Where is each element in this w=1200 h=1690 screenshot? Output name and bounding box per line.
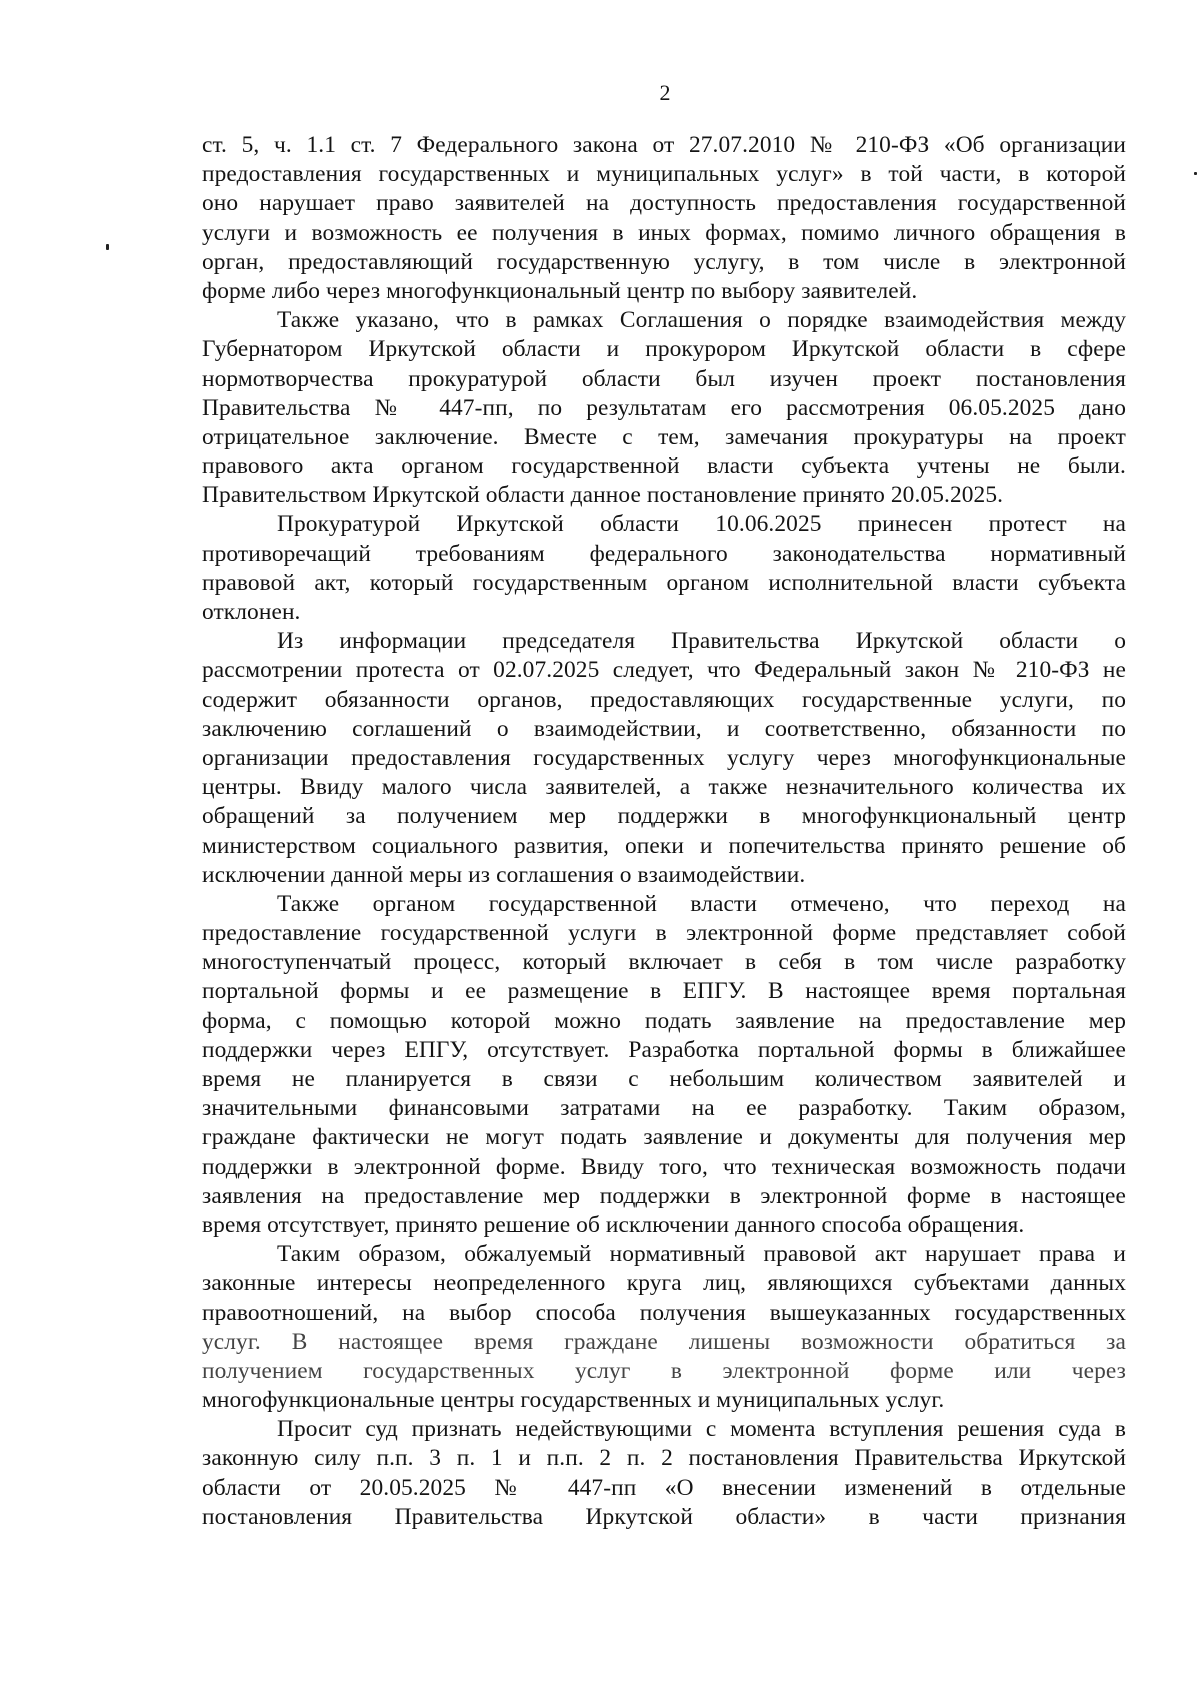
text-line: Правительством Иркутской области данное постановление принято 20.05.2025.: [202, 482, 1004, 509]
text-line: законные интересы неопределенного круга лиц, являющихся субъектами данных: [202, 1270, 1126, 1297]
text-line: оно нарушает право заявителей на доступность предоставления государственной: [202, 190, 1126, 217]
text-line: нормотворчества прокуратурой области был изучен проект постановления: [202, 365, 1126, 392]
text-line: заключению соглашений о взаимодействии, и соответственно, обязанности по: [202, 715, 1126, 742]
page-number: 2: [659, 80, 671, 105]
text-line: портальной формы и ее размещение в ЕПГУ. В настоящее время портальная: [202, 978, 1126, 1005]
text-line: Просит суд признать недействующими с момента вступления решения суда в: [277, 1416, 1126, 1443]
text-line: законную силу п.п. 3 п. 1 и п.п. 2 п. 2 постановления Правительства Иркутской: [202, 1445, 1126, 1472]
text-line: предоставления государственных и муниципальных услуг» в той части, в которой: [202, 161, 1126, 188]
text-line: услуги и возможность ее получения в иных формах, помимо личного обращения в: [202, 219, 1126, 246]
text-line: обращений за получением мер поддержки в многофункциональный центр: [202, 803, 1126, 830]
text-line: отрицательное заключение. Вместе с тем, замечания прокуратуры на проект: [202, 423, 1126, 450]
text-line: правового акта органом государственной власти субъекта учтены не были.: [202, 453, 1126, 480]
text-line: ст. 5, ч. 1.1 ст. 7 Федерального закона от 27.07.2010 № 210-ФЗ «Об организации: [202, 132, 1126, 158]
text-line: рассмотрении протеста от 02.07.2025 следует, что Федеральный закон № 210-ФЗ не: [202, 657, 1126, 684]
text-line: содержит обязанности органов, предоставляющих государственные услуги, по: [202, 686, 1126, 713]
text-line: правовой акт, который государственным органом исполнительной власти субъекта: [202, 569, 1126, 596]
text-line: граждане фактически не могут подать заявление и документы для получения мер: [202, 1124, 1126, 1151]
text-line: орган, предоставляющий государственную услугу, в том числе в электронной: [202, 248, 1126, 275]
text-line: Таким образом, обжалуемый нормативный правовой акт нарушает права и: [277, 1241, 1126, 1268]
text-line: время не планируется в связи с небольшим количеством заявителей и: [202, 1066, 1126, 1092]
document-body: [202, 131, 1126, 1532]
text-line: форма, с помощью которой можно подать заявление на предоставление мер: [202, 1007, 1126, 1034]
text-line: услуг. В настоящее время граждане лишены возможности обратиться за: [202, 1328, 1126, 1355]
text-line: Губернатором Иркутской области и прокурором Иркутской области в сфере: [202, 336, 1126, 363]
text-line: многоступенчатый процесс, который включает в себя в том числе разработку: [202, 949, 1126, 976]
text-line: постановления Правительства Иркутской области» в части признания: [202, 1503, 1126, 1530]
text-line: время отсутствует, принято решение об исключении данного способа обращения.: [202, 1211, 1025, 1238]
text-line: Прокуратурой Иркутской области 10.06.2025 принесен протест на: [277, 511, 1126, 538]
text-line: Правительства № 447-пп, по результатам его рассмотрения 06.05.2025 дано: [202, 394, 1126, 421]
scan-speck-right: [1194, 172, 1197, 175]
text-line: поддержки через ЕПГУ, отсутствует. Разработка портальной формы в ближайшее: [202, 1036, 1126, 1063]
text-line: отклонен.: [202, 599, 301, 625]
text-line: области от 20.05.2025 № 447-пп «О внесении изменений в отдельные: [202, 1474, 1126, 1501]
text-line: Также указано, что в рамках Соглашения о порядке взаимодействия между: [277, 307, 1126, 334]
text-line: противоречащий требованиям федерального законодательства нормативный: [202, 540, 1126, 567]
text-line: получением государственных услуг в электронной форме или через: [202, 1357, 1126, 1384]
text-line: предоставление государственной услуги в электронной форме представляет собой: [202, 920, 1126, 947]
text-line: правоотношений, на выбор способа получения вышеуказанных государственных: [202, 1299, 1126, 1326]
text-line: форме либо через многофункциональный центр по выбору заявителей.: [202, 277, 918, 304]
text-line: Также органом государственной власти отмечено, что переход на: [277, 890, 1126, 917]
text-line: поддержки в электронной форме. Ввиду того, что техническая возможность подачи: [202, 1153, 1126, 1180]
text-line: заявления на предоставление мер поддержки в электронной форме в настоящее: [202, 1182, 1126, 1209]
scan-speck-left: [106, 244, 109, 250]
text-line: исключении данной меры из соглашения о взаимодействии.: [202, 861, 806, 888]
text-line: значительными финансовыми затратами на ее разработку. Таким образом,: [202, 1095, 1126, 1122]
text-line: организации предоставления государственных услугу через многофункциональные: [202, 744, 1126, 771]
text-line: Из информации председателя Правительства Иркутской области о: [277, 628, 1126, 655]
text-line: центры. Ввиду малого числа заявителей, а также незначительного количества их: [202, 774, 1126, 801]
text-line: министерством социального развития, опеки и попечительства принято решение об: [202, 832, 1126, 859]
text-line: многофункциональные центры государственных и муниципальных услуг.: [202, 1387, 945, 1414]
